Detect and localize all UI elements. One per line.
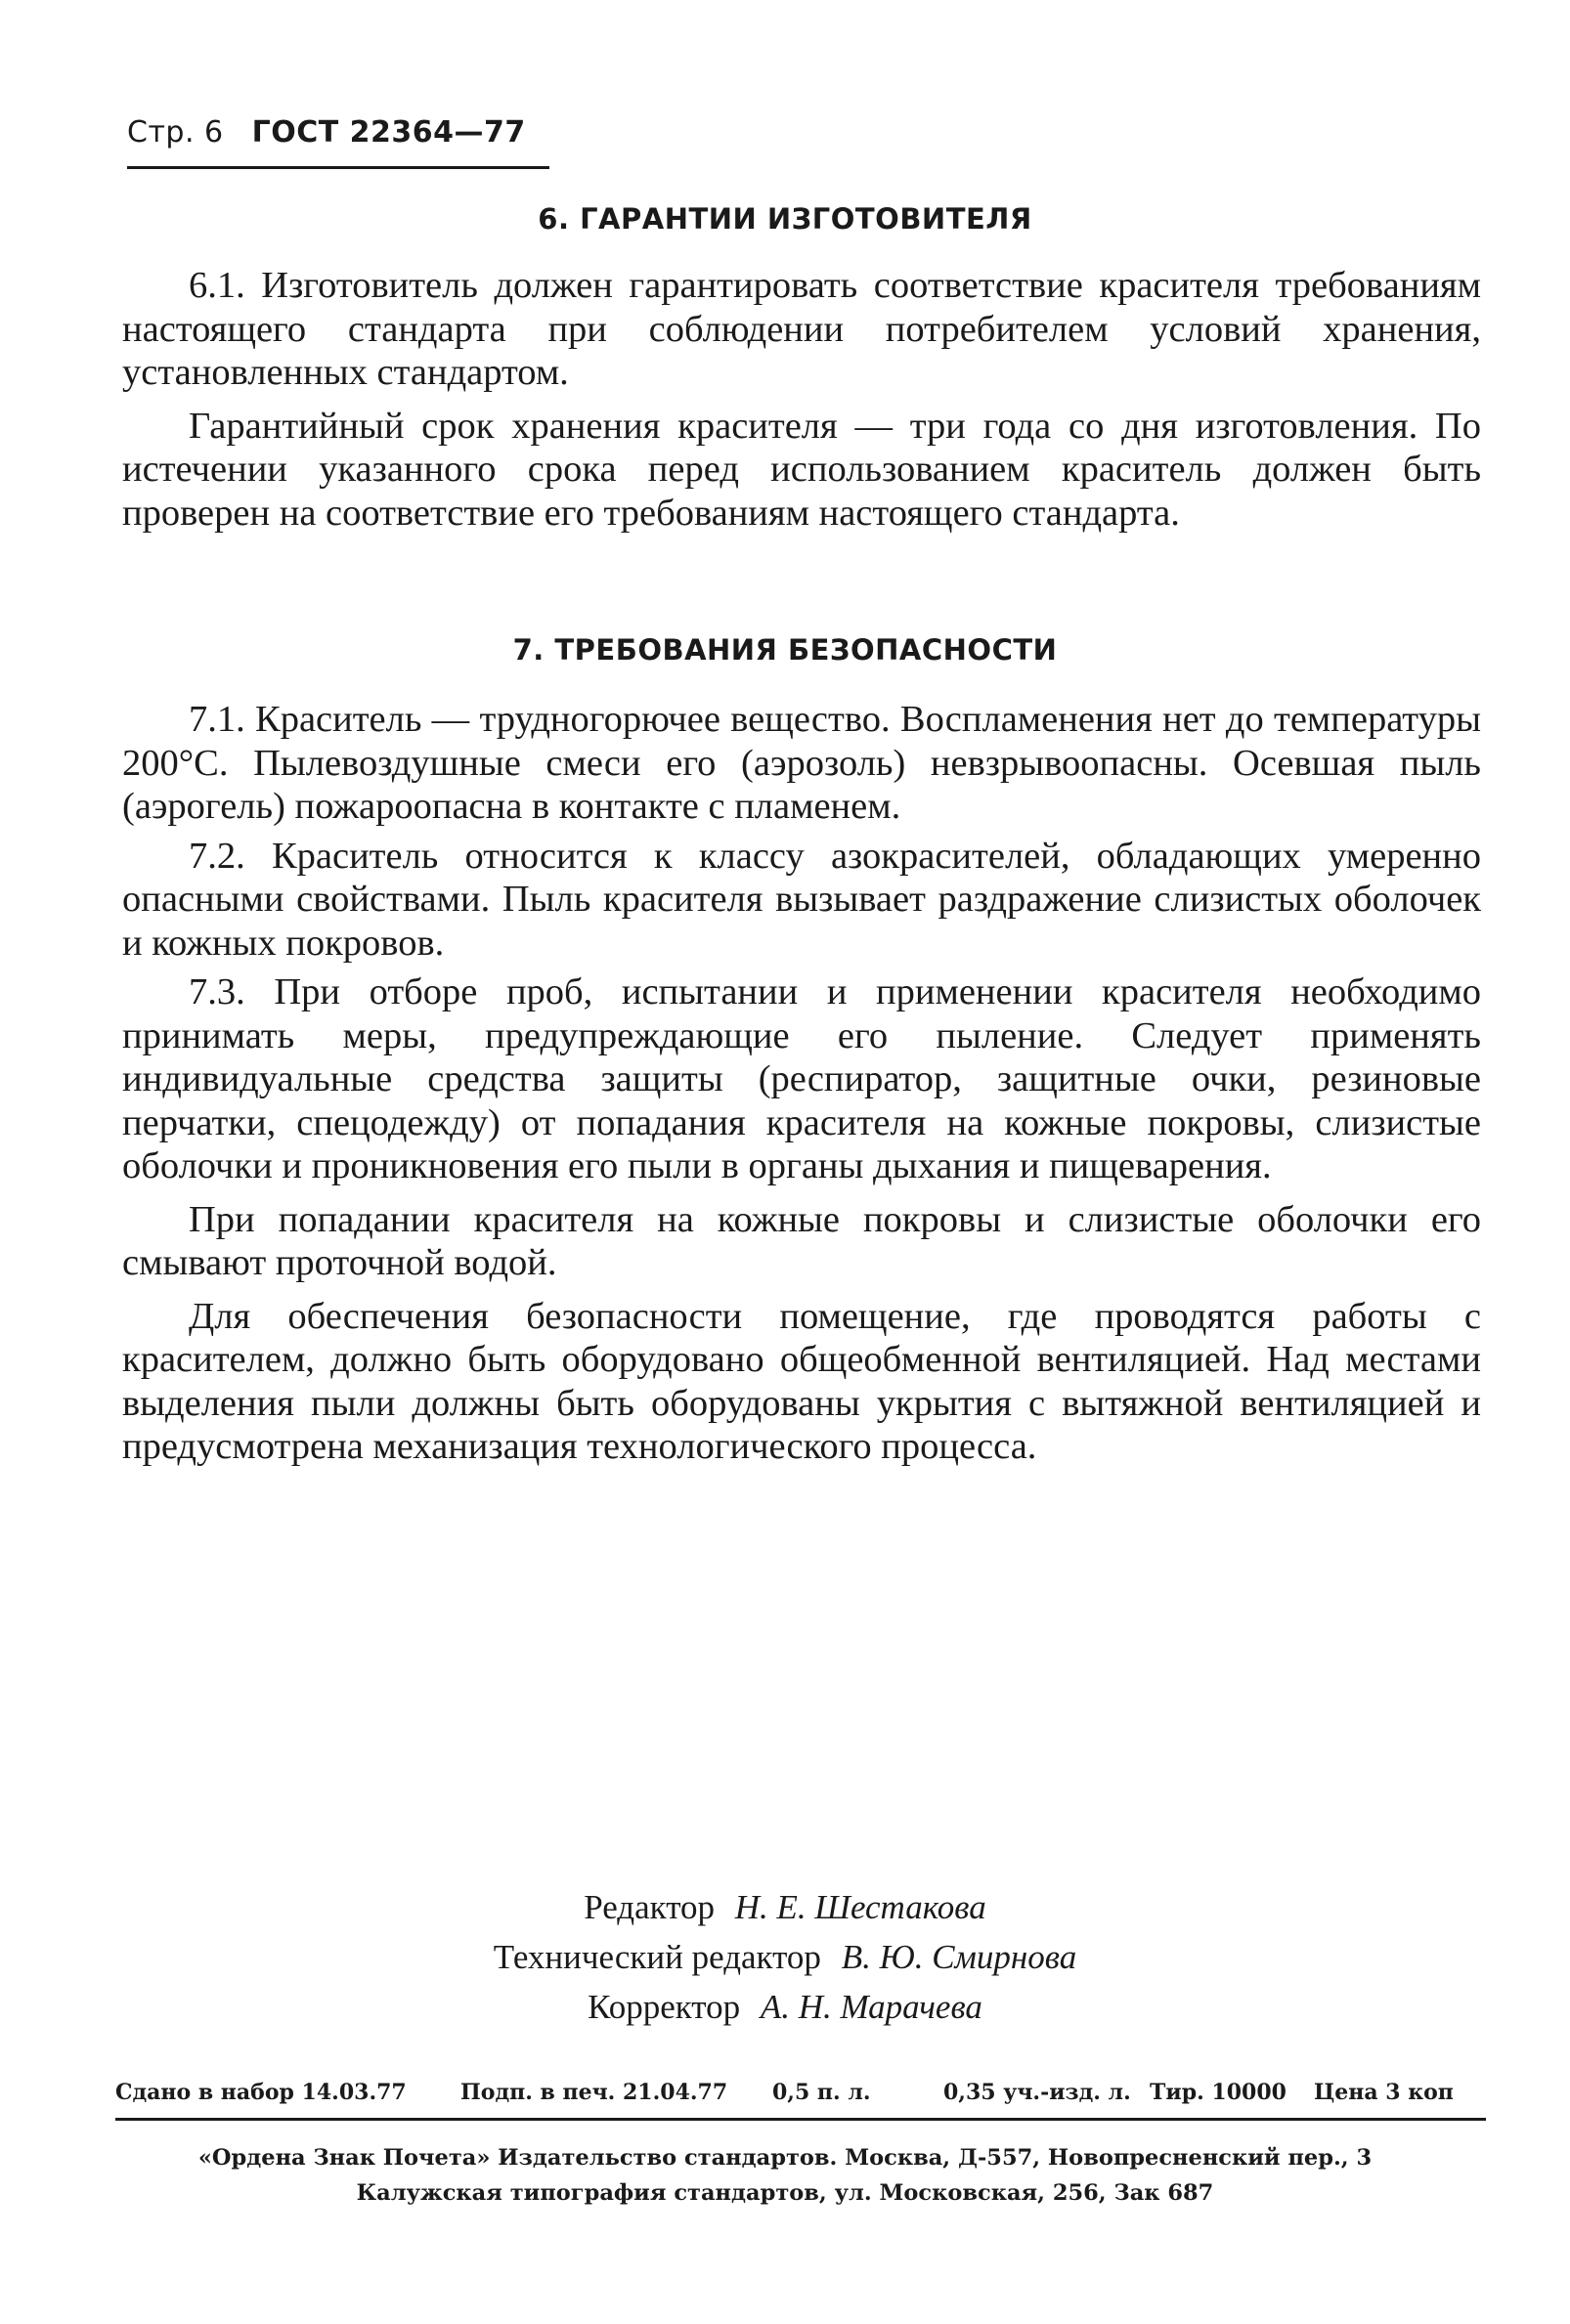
section-title-safety: 7. ТРЕБОВАНИЯ БЕЗОПАСНОСТИ — [512, 633, 1058, 667]
running-head — [127, 115, 526, 150]
imprint-run: Тир. 10000 — [1150, 2080, 1287, 2105]
imprint-price: Цена 3 коп — [1314, 2080, 1454, 2105]
paragraph-washing: При попадании красителя на кожные покровы и слизистые оболочки его смывают проточной водой. — [122, 1198, 1481, 1283]
publisher-line: «Ордена Знак Почета» Издательство стандартов. Москва, Д-557, Новопресненский пер., 3 — [197, 2145, 1373, 2171]
imprint-typeset: Сдано в набор 14.03.77 — [115, 2080, 407, 2105]
credits-block — [0, 1882, 1570, 2032]
section-title-warranty: 6. ГАРАНТИИ ИЗГОТОВИТЕЛЯ — [538, 202, 1032, 236]
printer-line: Калужская типография стандартов, ул. Московская, 256, Зак 687 — [356, 2180, 1214, 2206]
imprint-signed: Подп. в печ. 21.04.77 — [460, 2080, 728, 2105]
credit-editor — [0, 1882, 1570, 1932]
tech-editor-name: В. Ю. Смирнова — [841, 1938, 1077, 1976]
proofreader-name: А. Н. Марачева — [760, 1988, 982, 2026]
imprint-pub-sheets: 0,35 уч.-изд. л. — [943, 2080, 1131, 2105]
paragraph-6-1: 6.1. Изготовитель должен гарантировать соответствие красителя требованиям настоящего стандарта при соблюдении потребителем условий хранения, установленных стандартом. — [122, 265, 1481, 393]
paragraph-7-2: 7.2. Краситель относится к классу азокрасителей, обладающих умеренно опасными свойствами. Пыль красителя вызывает раздражение слизистых оболочек и кожных покровов. — [122, 835, 1481, 964]
standard-number: ГОСТ 22364—77 — [251, 115, 526, 150]
page-label: Стр. 6 — [127, 115, 224, 150]
paragraph-ventilation: Для обеспечения безопасности помещение, где проводятся работы с красителем, должно быть оборудовано общеобменной вентиляцией. Над местами выделения пыли должны быть оборудованы укрытия с вытяжной вентиляцией и предусмотрена механизация технологического процесса. — [122, 1295, 1481, 1467]
credit-tech-editor — [0, 1932, 1570, 1982]
imprint-rule — [115, 2118, 1486, 2121]
editor-role: Редактор — [584, 1888, 716, 1926]
safety-section-body — [122, 698, 1481, 1475]
credit-proofreader — [0, 1982, 1570, 2032]
warranty-section-body — [122, 264, 1481, 540]
editor-name: Н. Е. Шестакова — [734, 1888, 986, 1926]
imprint-sheets: 0,5 п. л. — [772, 2080, 871, 2105]
proofreader-role: Корректор — [588, 1988, 741, 2026]
paragraph-warranty-period: Гарантийный срок хранения красителя — три года со дня изготовления. По истечении указанного срока перед использованием краситель должен быть проверен на соответствие его требованиям настоящего стандарта. — [122, 405, 1481, 534]
tech-editor-role: Технический редактор — [493, 1938, 821, 1976]
paragraph-7-3: 7.3. При отборе проб, испытании и применении красителя необходимо принимать меры, предупреждающие его пыление. Следует применять индивидуальные средства защиты (респиратор, защитные очки, резиновые перчатки, спецодежду) от попадания красителя на кожные покровы, слизистые оболочки и проникновения его пыли в органы дыхания и пищеварения. — [122, 971, 1481, 1186]
paragraph-7-1: 7.1. Краситель — трудногорючее вещество. Воспламенения нет до температуры 200°С. Пылевоздушные смеси его (аэрозоль) невзрывоопасны. Осевшая пыль (аэрогель) пожароопасна в контакте с пламенем. — [122, 699, 1481, 827]
header-rule — [127, 166, 549, 169]
